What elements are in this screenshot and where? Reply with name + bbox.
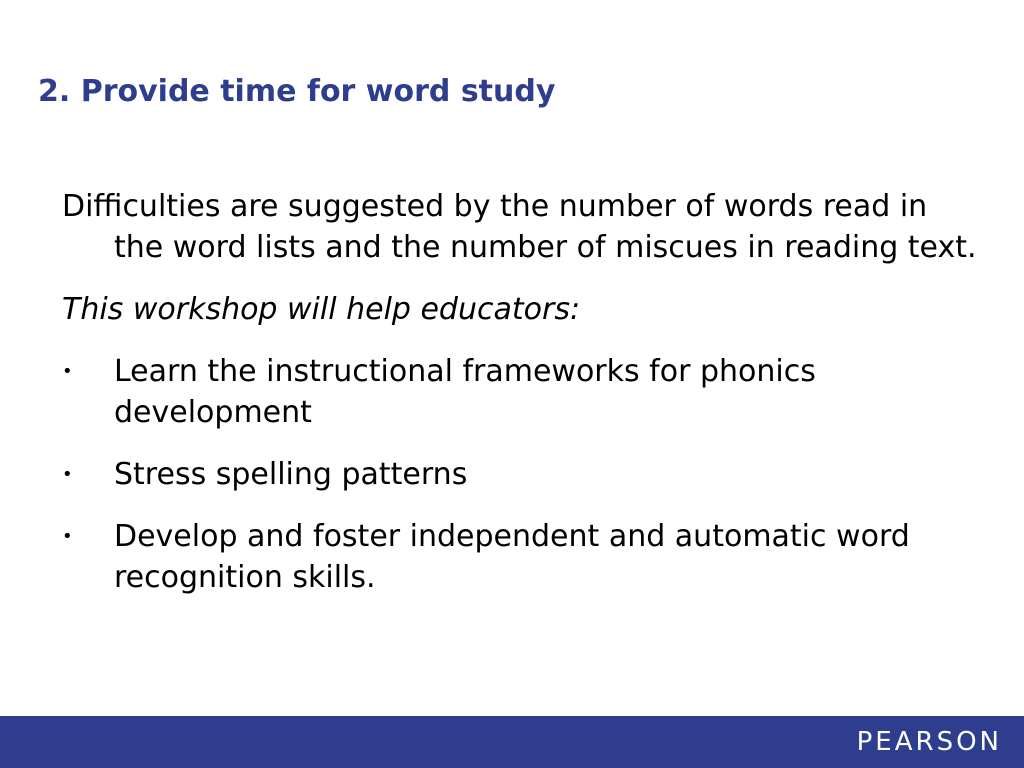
intro-paragraph: Difficulties are suggested by the number of words read in the word lists and the number of miscues in reading text. <box>62 189 977 265</box>
bullet-icon: • <box>62 361 73 382</box>
bullet-text: Stress spelling patterns <box>114 457 468 492</box>
bullet-icon: • <box>62 464 73 485</box>
slide-body <box>62 186 982 619</box>
bullet-text: Learn the instructional frameworks for phonics development <box>114 354 816 430</box>
footer-bar <box>0 716 1024 768</box>
pearson-logo: PEARSON <box>856 727 1002 757</box>
bullet-item <box>62 351 982 433</box>
slide-title: 2. Provide time for word study <box>38 74 556 109</box>
bullet-item <box>62 454 982 495</box>
bullet-item <box>62 516 982 598</box>
bullet-list <box>62 351 982 598</box>
bullet-icon: • <box>62 526 73 547</box>
subheading: This workshop will help educators: <box>62 292 581 327</box>
bullet-text: Develop and foster independent and automatic word recognition skills. <box>114 519 910 595</box>
